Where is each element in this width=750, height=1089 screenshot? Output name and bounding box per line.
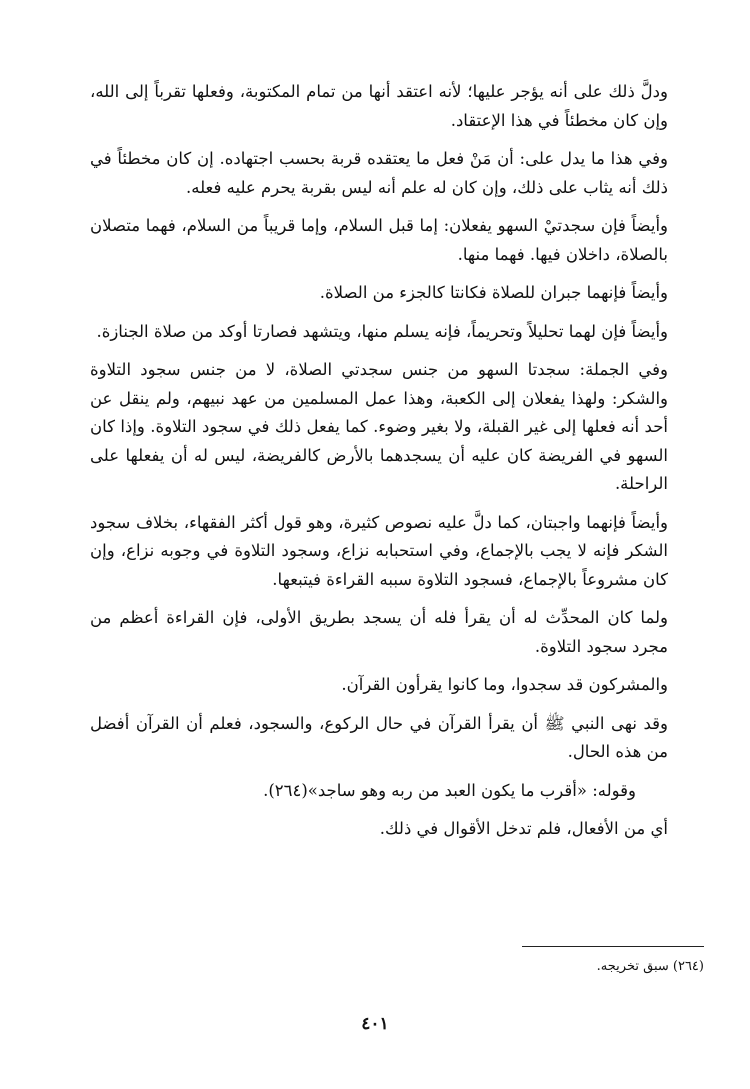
paragraph: ولما كان المحدِّث له أن يقرأ فله أن يسجد بطريق الأولى، فإن القراءة أعظم من مجرد سجود التلاوة. [90,608,668,656]
page-number: ٤٠١ [361,1014,389,1034]
page-body [90,78,704,854]
paragraph: وأيضاً فإنهما جبران للصلاة فكانتا كالجزء من الصلاة. [319,283,668,302]
paragraph: وفي هذا ما يدل على: أن مَنْ فعل ما يعتقده قربة بحسب اجتهاده. إن كان مخطئاً في ذلك أنه يثاب على ذلك، وإن كان له علم أنه ليس بقربة يحرم عليه فعله. [90,149,668,197]
paragraph: وقوله: «أقرب ما يكون العبد من ربه وهو ساجد»(٢٦٤). [263,780,636,800]
paragraph: ودلَّ ذلك على أنه يؤجر عليها؛ لأنه اعتقد أنها من تمام المكتوبة، وفعلها تقرباً إلى الله، وإن كان مخطئاً في هذا الإعتقاد. [90,82,668,130]
footnote: (٢٦٤) سبق تخريجه. [596,959,704,974]
paragraph: وأيضاً فإن لهما تحليلاً وتحريماً، فإنه يسلم منها، ويتشهد فصارتا أوكد من صلاة الجنازة. [96,321,668,341]
paragraph: والمشركون قد سجدوا، وما كانوا يقرأون القرآن. [341,675,668,694]
paragraph: وأيضاً فإن سجدتيْ السهو يفعلان: إما قبل السلام، وإما قريباً من السلام، فهما متصلان بالصلاة، داخلان فيها. فهما منها. [90,216,669,264]
paragraph: وقد نهى النبي ﷺ أن يقرأ القرآن في حال الركوع، والسجود، فعلم أن القرآن أفضل من هذه الحال. [90,713,668,761]
paragraph: وفي الجملة: سجدتا السهو من جنس سجدتي الصلاة، لا من جنس سجود التلاوة والشكر: ولهذا يفعلان إلى الكعبة، وهذا عمل المسلمين من عهد نبيهم، ولم ينقل عن أحد أنه فعلها إلى غير القبلة، ولا بغير وضوء. كما يفعل ذلك في سجود التلاوة. وإذا كان السهو في الفريضة كان عليه أن يسجدهما بالأرض كالفريضة، ليس له أن يفعلها على الراحلة. [90,360,668,493]
paragraph: أي من الأفعال، فلم تدخل الأقوال في ذلك. [379,819,668,838]
paragraph: وأيضاً فإنهما واجبتان، كما دلَّ عليه نصوص كثيرة، وهو قول أكثر الفقهاء، بخلاف سجود الشكر فإنه لا يجب بالإجماع، وفي استحبابه نزاع، وسجود التلاوة في وجوبه نزاع، وإن كان مشروعاً بالإجماع، فسجود التلاوة سببه القراءة فيتبعها. [90,512,668,589]
footnote-divider [522,946,704,947]
